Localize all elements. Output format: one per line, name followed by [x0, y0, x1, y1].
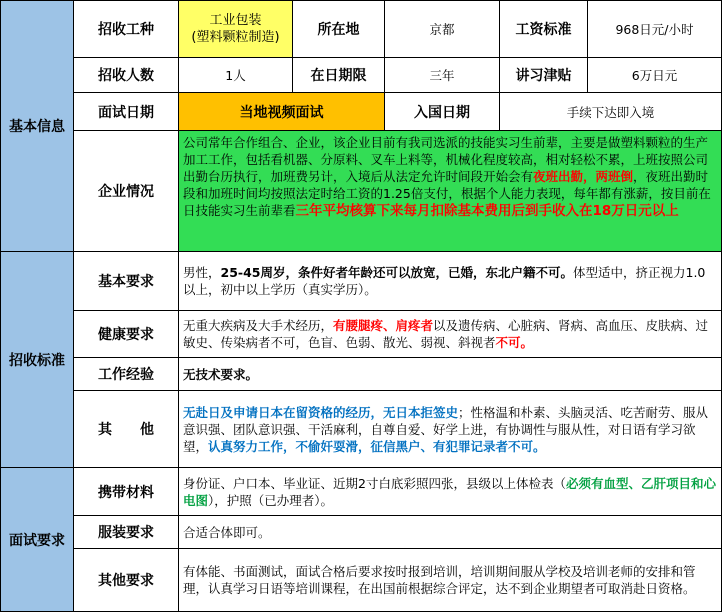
- basic-req-physical: 体型适中，挤正视力1.0以上，初中以上学历（真实学历）。: [183, 265, 706, 297]
- interview-date-value: 当地视频面试: [179, 93, 385, 131]
- materials-medical-items: 必须有血型、乙肝项目和心电图: [183, 475, 716, 508]
- basic-req-age: 25-45周岁，条件好者年龄还可以放宽，已婚，东北户籍不可。: [220, 265, 573, 280]
- basic-req-label: 基本要求: [74, 252, 179, 311]
- interview-date-label: 面试日期: [74, 93, 179, 131]
- section-basic-info: 基本信息: [0, 0, 74, 252]
- company-night-shift: 夜班出勤，两班倒: [533, 169, 634, 184]
- other-label: 其 他: [74, 391, 179, 468]
- basic-req-text: [179, 252, 722, 311]
- health-pain-exclusion: 有腰腿疼、肩疼者: [333, 318, 434, 333]
- job-type-line1: 工业包装: [209, 13, 262, 28]
- other-req-value: 有体能、书面测试，面试合格后要求按时报到培训，培训期间服从学校及培训老师的安排和管理，认真学习日语等培训课程，在出国前根据综合评定，达不到企业期望者可取消赴日资格。: [179, 549, 722, 612]
- other-no-japan-history: 无赴日及申请日本在留资格的经历，无日本拒签史: [183, 404, 459, 420]
- section-interview-requirements: 面试要求: [0, 468, 74, 612]
- term-label: 在日期限: [293, 58, 385, 93]
- materials-text: [179, 468, 722, 516]
- company-label: 企业情况: [74, 131, 179, 252]
- location-label: 所在地: [293, 0, 385, 58]
- health-text-3: 以及遗传病、心脏病、肾病、高血压、皮肤病、过敏史、传染病者不可，色盲、色弱、散光、弱视、斜视者: [183, 318, 709, 350]
- other-character: ；性格温和朴素、头脑灵活、吃苦耐劳、服从意识强、团队意识强、干活麻利，自尊自爱、好学上进，有协调性与服从性，对日语有学习欲望，: [183, 404, 709, 454]
- company-text-1: 公司常年合作组合、企业，该企业目前有我司选派的技能实习生前辈，主要是做塑料颗粒的生产加工工作，包括看机器、分原料、叉车上料等，机械化程度较高，相对轻松不累，上班按照公司出勤台历执行，加班费另计，入境后从法定允许时间段开始会有: [183, 135, 709, 184]
- job-type-line2: (塑料颗粒制造): [191, 30, 280, 45]
- entry-date-label: 入国日期: [385, 93, 500, 131]
- company-income-highlight: 三年平均核算下来每月扣除基本费用后到手收入在18万日元以上: [295, 203, 679, 219]
- job-type-value: [179, 0, 293, 58]
- materials-text-1: 身份证、户口本、毕业证、近期2寸白底彩照四张，县级以上体检表（: [183, 475, 566, 491]
- materials-text-3: ），护照（已办理者）。: [208, 492, 334, 508]
- other-work-attitude: 认真努力工作，不偷奸耍滑，征信黑户、有犯罪记录者不可。: [208, 438, 546, 454]
- experience-label: 工作经验: [74, 358, 179, 391]
- term-value: 三年: [385, 58, 500, 93]
- company-text-3: ，夜班出勤时段和加班时间均按照法定时给工资的1.25倍支付，根据个人能力表现，每年都有涨薪，按目前在日技能实习生前辈看: [183, 169, 711, 218]
- health-text-1: 无重大疾病及大手术经历，: [183, 318, 334, 333]
- basic-req-gender: 男性，: [183, 265, 221, 280]
- other-req-label: 其他要求: [74, 549, 179, 612]
- recruit-count-label: 招收人数: [74, 58, 179, 93]
- allowance-label: 讲习津贴: [500, 58, 588, 93]
- allowance-value: 6万日元: [588, 58, 722, 93]
- dress-label: 服装要求: [74, 516, 179, 549]
- wage-label: 工资标准: [500, 0, 588, 58]
- dress-value: 合适合体即可。: [179, 516, 722, 549]
- company-description: [179, 131, 722, 252]
- health-text: [179, 311, 722, 358]
- health-not-allowed: 不可。: [495, 335, 534, 350]
- experience-value: 无技术要求。: [179, 358, 722, 391]
- location-value: 京都: [385, 0, 500, 58]
- wage-value: 968日元/小时: [588, 0, 722, 58]
- other-text: [179, 391, 722, 468]
- health-label: 健康要求: [74, 311, 179, 358]
- materials-label: 携带材料: [74, 468, 179, 516]
- recruit-count-value: 1人: [179, 58, 293, 93]
- section-recruit-standards: 招收标准: [0, 252, 74, 468]
- job-type-label: 招收工种: [74, 0, 179, 58]
- entry-date-value: 手续下达即入境: [500, 93, 722, 131]
